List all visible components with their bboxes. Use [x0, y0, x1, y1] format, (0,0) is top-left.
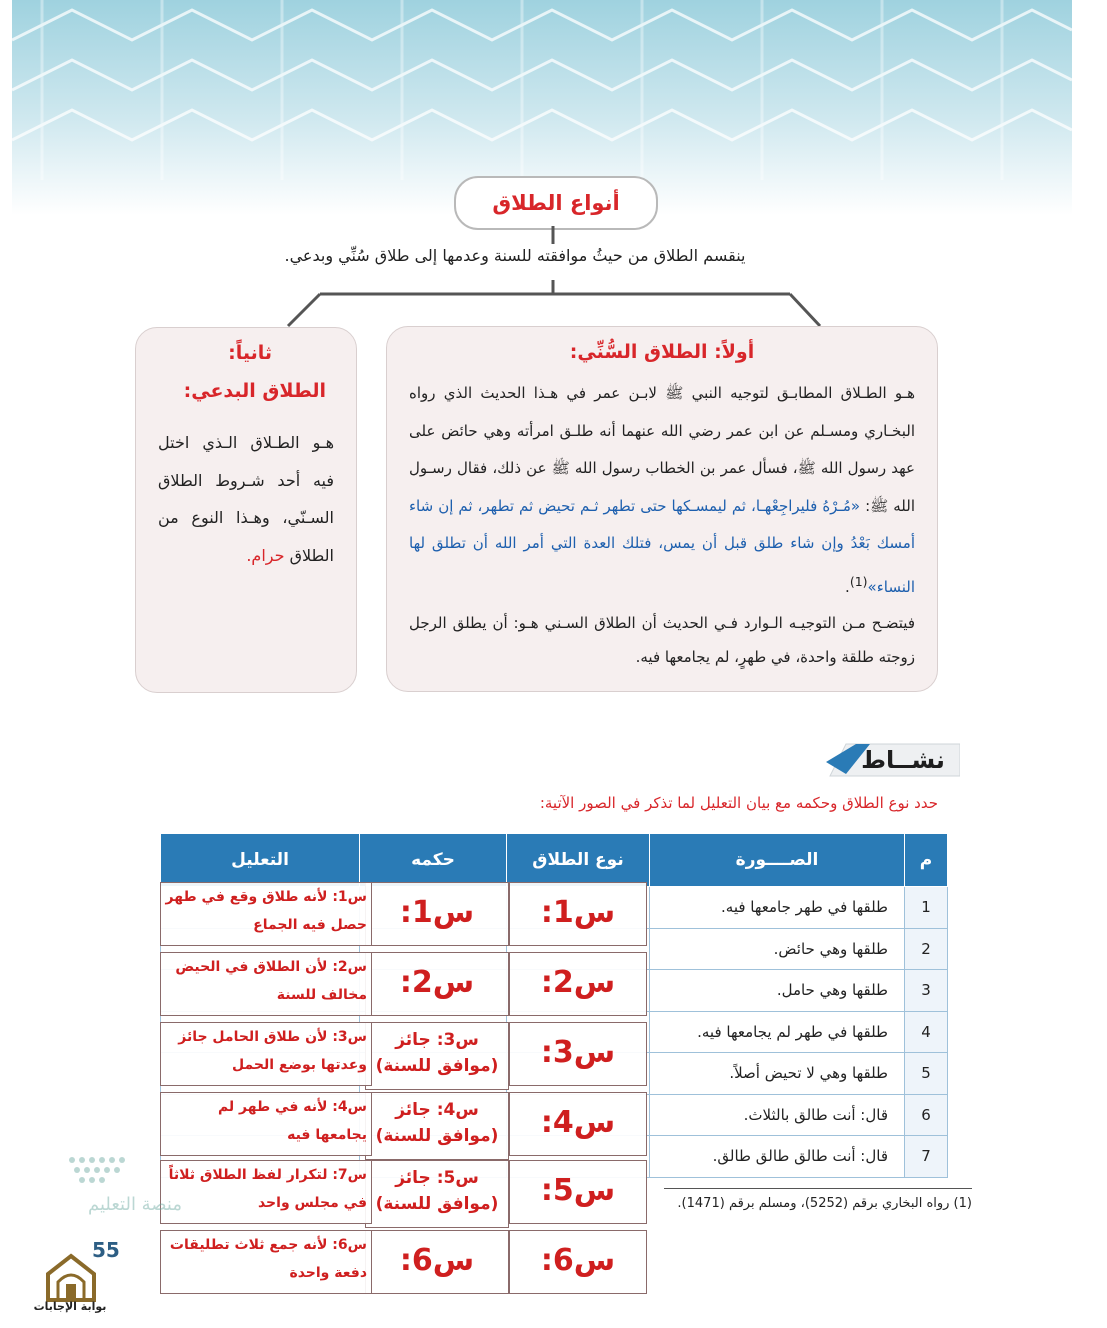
row-case: طلقها وهي حائض. — [650, 928, 905, 970]
sunni-conclusion: فيتضـح مـن التوجيـه الـوارد فـي الحديث أن الطلاق السـني هـو: أن يطلق الرجل زوجته طلقة واحدة، في طهرٍ، لم يجامعها فيه. — [409, 614, 915, 666]
row-case: طلقها في طهر لم يجامعها فيه. — [650, 1011, 905, 1053]
bidi-paragraph — [136, 424, 356, 574]
answer-ruling-6: س6: — [365, 1230, 509, 1294]
col-header-ruling: حكمه — [360, 834, 507, 887]
bidi-heading-2: الطلاق البدعي: — [183, 380, 326, 402]
platform-watermark — [62, 1150, 182, 1230]
col-header-case: الصــــورة — [650, 834, 905, 887]
col-header-reason: التعليل — [161, 834, 360, 887]
bidi-divorce-card — [135, 327, 357, 693]
row-number: 3 — [905, 970, 948, 1012]
row-case: طلقها وهي حامل. — [650, 970, 905, 1012]
answer-ruling-2: س2: — [365, 952, 509, 1016]
answer-type-1: س1: — [509, 882, 647, 946]
intro-text: ينقسم الطلاق من حيثُ موافقته للسنة وعدمها إلى طلاق سُنِّي وبدعي. — [284, 246, 746, 265]
footnote: (1) رواه البخاري برقم (5252)، ومسلم برقم (1471). — [677, 1196, 972, 1211]
answer-type-2: س2: — [509, 952, 647, 1016]
bidi-heading-1: ثانياً: — [228, 342, 272, 364]
answer-ruling-3: س3: جائز (موافق للسنة) — [365, 1022, 509, 1090]
answer-type-5: س5: — [509, 1160, 647, 1224]
answer-reason-1: س1: لأنه طلاق وقع في طهر حصل فيه الجماع — [160, 882, 372, 946]
activity-label: نشــاط — [861, 746, 945, 774]
activity-instruction: حدد نوع الطلاق وحكمه مع بيان التعليل لما تذكر في الصور الآتية: — [539, 794, 938, 812]
row-number: 5 — [905, 1053, 948, 1095]
col-header-type: نوع الطلاق — [507, 834, 650, 887]
answer-ruling-4: س4: جائز (موافق للسنة) — [365, 1092, 509, 1160]
row-number: 2 — [905, 928, 948, 970]
sunni-heading: أولاً: الطلاق السُّنِّي: — [569, 341, 755, 363]
page-title: أنواع الطلاق — [454, 176, 658, 230]
col-header-number: م — [905, 834, 948, 887]
answer-reason-5: س7: لتكرار لفظ الطلاق ثلاثاً في مجلس واحد — [160, 1160, 372, 1224]
row-number: 4 — [905, 1011, 948, 1053]
sunni-body: هـو الطـلاق المطابـق لتوجيه النبي ﷺ لابـن عمر في هـذا الحديث الذي رواه البخـاري ومسـلم عن ابن عمر رضي الله عنهما أنه طلـق امرأته وهي حائض على عهد رسول الله ﷺ، فسأل عمر بن الخطاب رسول الله ﷺ عن ذلك، فقال رسـول الله ﷺ: — [409, 384, 915, 515]
answer-reason-2: س2: لأن الطلاق في الحيض مخالف للسنة — [160, 952, 372, 1016]
answer-reason-3: س3: لأن طلاق الحامل جائز وعدتها بوضع الحمل — [160, 1022, 372, 1086]
row-case: طلقها وهي لا تحيض أصلاً. — [650, 1053, 905, 1095]
table-header-row — [161, 834, 948, 887]
footnote-divider — [664, 1188, 972, 1189]
bidi-verdict: حرام. — [246, 545, 285, 565]
tree-connector — [280, 226, 840, 330]
answer-type-6: س6: — [509, 1230, 647, 1294]
hadith-quote: «مُـرْهُ فليراجِعْهـا، ثم ليمسـكها حتى تطهر ثـم تحيض ثم تطهر، ثم إن شاء أمسك بَعْدُ وإن شاء طلق قبل أن يمس، فتلك العدة التي أمر الله أن تطلق لها النساء» — [409, 496, 915, 596]
row-case: قال: أنت طالق بالثلاث. — [650, 1094, 905, 1136]
row-number: 7 — [905, 1136, 948, 1178]
dots-icon — [62, 1150, 182, 1190]
page-number: 55 — [92, 1238, 120, 1262]
answer-ruling-1: س1: — [365, 882, 509, 946]
footnote-ref: (1) — [849, 573, 868, 589]
row-case: طلقها في طهر جامعها فيه. — [650, 887, 905, 929]
answer-reason-4: س4: لأنه في طهر لم يجامعها فيه — [160, 1092, 372, 1156]
watermark-text: منصة التعليم — [87, 1194, 182, 1215]
row-number: 1 — [905, 887, 948, 929]
logo-text: بوابة الإجابات — [33, 1300, 107, 1313]
sunni-paragraph: هـو الطـلاق المطابـق لتوجيه النبي ﷺ لابـن عمر في هـذا الحديث الذي رواه البخـاري ومسـلم عن ابن عمر رضي الله عنهما أنه طلـق امرأته وهي حائض على عهد رسول الله ﷺ، فسأل عمر بن الخطاب رسول الله ﷺ عن ذلك، فقال رسـول الله ﷺ: «مُـرْهُ فليراجِعْهـا، ثم ليمسـكها حتى تطهر ثـم تحيض ثم تطهر، ثم إن شاء أمسك بَعْدُ وإن شاء طلق قبل أن يمس، فتلك العدة التي أمر الله أن تطلق لها النساء»$^{(1)}$. — [409, 384, 915, 596]
answer-type-3: س3: — [509, 1022, 647, 1086]
answer-overlay — [160, 882, 647, 1296]
answer-ruling-5: س5: جائز (موافق للسنة) — [365, 1160, 509, 1228]
answer-reason-6: س6: لأنه جمع ثلاث تطليقات دفعة واحدة — [160, 1230, 372, 1294]
sunni-divorce-card — [386, 326, 938, 692]
answer-type-4: س4: — [509, 1092, 647, 1156]
row-case: قال: أنت طالق طالق طالق. — [650, 1136, 905, 1178]
bidi-body: هـو الطـلاق الـذي اختل فيه أحد شـروط الطلاق السـنّي، وهـذا النوع من الطلاق — [158, 433, 334, 565]
answers-portal-logo-icon — [36, 1252, 106, 1324]
row-number: 6 — [905, 1094, 948, 1136]
